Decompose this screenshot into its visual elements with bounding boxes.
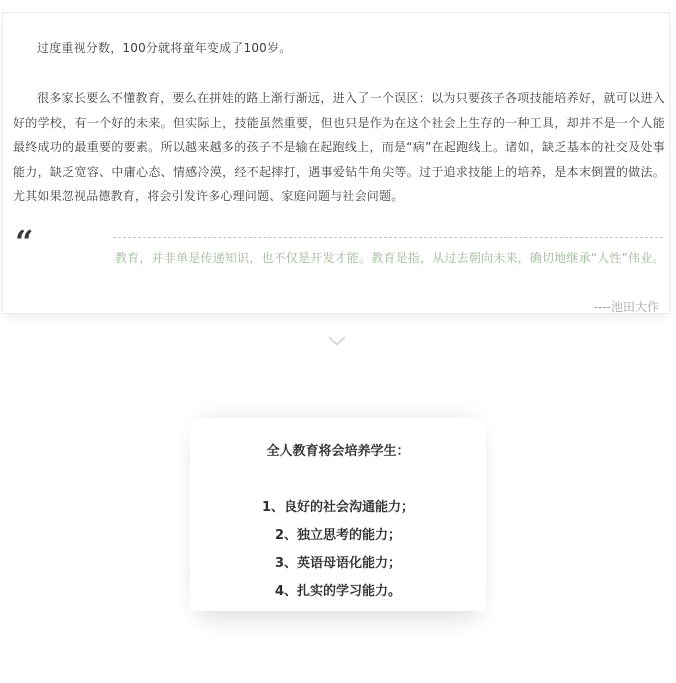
article-paragraph-1: 过度重视分数，100分就将童年变成了100岁。 [37, 41, 292, 55]
quote-mark-icon: “ [15, 223, 34, 261]
quote-text: 教育，并非单是传递知识，也不仅是开发才能。教育是指，从过去朝向未来，确切地继承“人性”伟业。 [115, 251, 665, 265]
quote-author: ----池田大作 [593, 300, 659, 314]
goal-item: 2、独立思考的能力； [274, 528, 402, 543]
goal-item: 1、良好的社会沟通能力； [261, 500, 415, 515]
goal-item: 3、英语母语化能力； [274, 556, 402, 571]
article-card [2, 12, 670, 314]
education-goals-block [190, 418, 486, 611]
goal-item: 4、扎实的学习能力。 [274, 584, 402, 599]
quote-divider [113, 237, 663, 238]
chevron-down-icon [328, 336, 346, 346]
goals-title: 全人教育将会培养学生： [266, 444, 410, 459]
article-paragraph-2: 很多家长要么不懂教育，要么在拼娃的路上渐行渐远，进入了一个误区：以为只要孩子各项技能培养好，就可以进入好的学校，有一个好的未来。但实际上，技能虽然重要，但也只是作为在这个社会上生存的一种工具，却并不是一个人能最终成功的最重要的要素。所以越来越多的孩子不是输在起跑线上，而是“病”在起跑线上。诸如，缺乏基本的社交及处事能力，缺乏宽容、中庸心态、情感冷漠，经不起摔打，遇事爱钻牛角尖等。过于追求技能上的培养，是本末倒置的做法。尤其如果忽视品德教育，将会引发许多心理问题、家庭问题与社会问题。 [13, 91, 665, 204]
